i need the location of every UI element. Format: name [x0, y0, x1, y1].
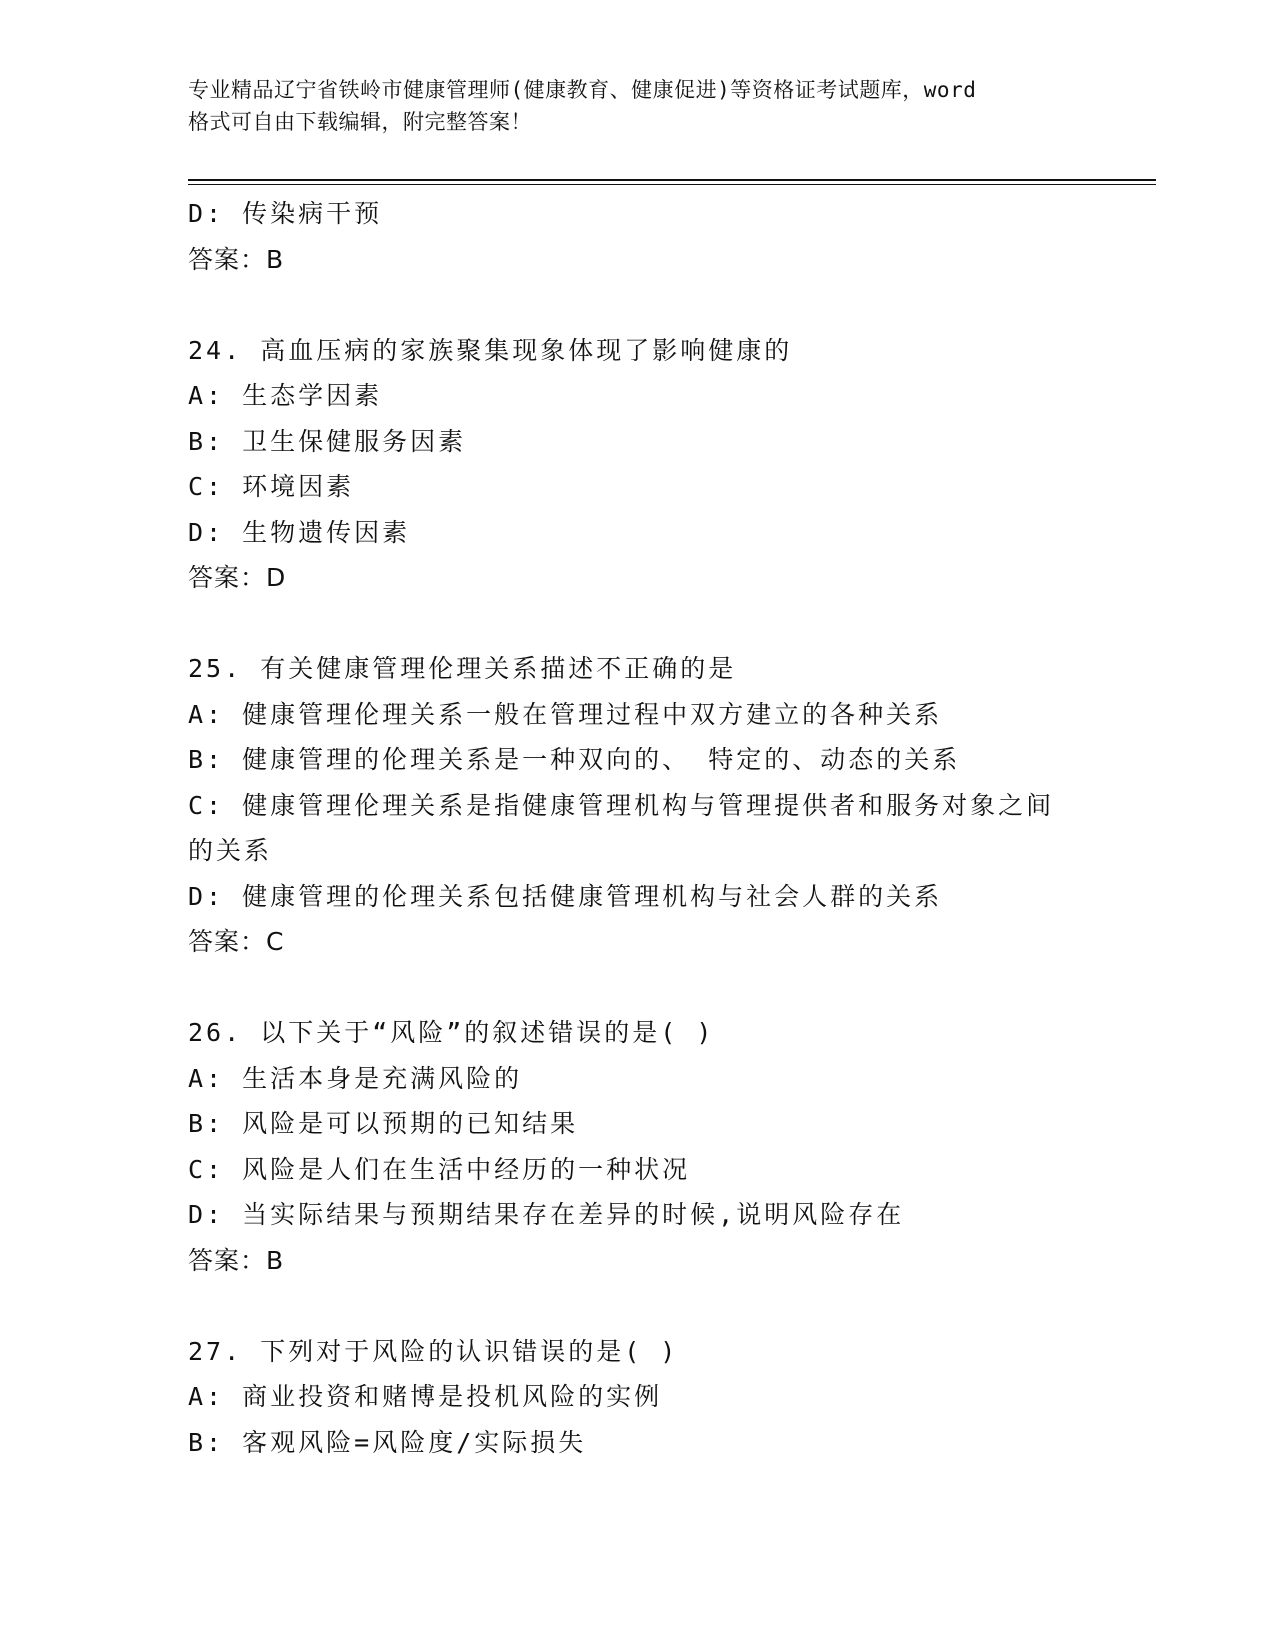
option-c: C: 健康管理伦理关系是指健康管理机构与管理提供者和服务对象之间	[188, 790, 1055, 820]
header-rule-thin	[188, 184, 1156, 185]
question-content	[188, 191, 1108, 1465]
header-line-2: 格式可自由下载编辑，附完整答案！	[188, 110, 532, 134]
prev-answer: 答案：B	[188, 244, 285, 274]
option-b: B: 客观风险=风险度/实际损失	[188, 1427, 587, 1457]
question-stem: 27. 下列对于风险的认识错误的是( )	[188, 1336, 679, 1366]
question-stem: 24. 高血压病的家族聚集现象体现了影响健康的	[188, 335, 793, 365]
question-25	[188, 646, 1108, 965]
header-rule-thick	[188, 179, 1156, 181]
spacer	[188, 965, 1108, 1011]
option-a: A: 生态学因素	[188, 381, 383, 410]
option-c-continued: 的关系	[188, 836, 273, 865]
spacer	[188, 1283, 1108, 1329]
answer: 答案：B	[188, 1245, 285, 1275]
option-b: B: 风险是可以预期的已知结果	[188, 1109, 579, 1138]
option-a: A: 健康管理伦理关系一般在管理过程中双方建立的各种关系	[188, 699, 943, 729]
option-c: C: 环境因素	[188, 472, 355, 501]
option-a: A: 商业投资和赌博是投机风险的实例	[188, 1382, 663, 1411]
spacer	[188, 282, 1108, 328]
spacer	[188, 601, 1108, 647]
answer: 答案：D	[188, 563, 287, 592]
option-b: B: 健康管理的伦理关系是一种双向的、 特定的、动态的关系	[188, 745, 961, 774]
header-line-1: 专业精品辽宁省铁岭市健康管理师(健康教育、健康促进)等资格证考试题库，word	[188, 78, 977, 102]
question-stem: 26. 以下关于“风险”的叙述错误的是( )	[188, 1018, 715, 1047]
option-d: D: 当实际结果与预期结果存在差异的时候,说明风险存在	[188, 1200, 905, 1229]
option-b: B: 卫生保健服务因素	[188, 426, 467, 456]
option-d: D: 健康管理的伦理关系包括健康管理机构与社会人群的关系	[188, 881, 943, 911]
prev-option-d: D: 传染病干预	[188, 199, 383, 228]
option-a: A: 生活本身是充满风险的	[188, 1063, 523, 1093]
document-header	[188, 74, 1088, 138]
answer: 答案：C	[188, 927, 285, 956]
question-24	[188, 328, 1108, 601]
option-c: C: 风险是人们在生活中经历的一种状况	[188, 1154, 691, 1184]
question-stem: 25. 有关健康管理伦理关系描述不正确的是	[188, 654, 737, 683]
option-d: D: 生物遗传因素	[188, 517, 411, 547]
question-26	[188, 1010, 1108, 1283]
question-27	[188, 1329, 1108, 1466]
